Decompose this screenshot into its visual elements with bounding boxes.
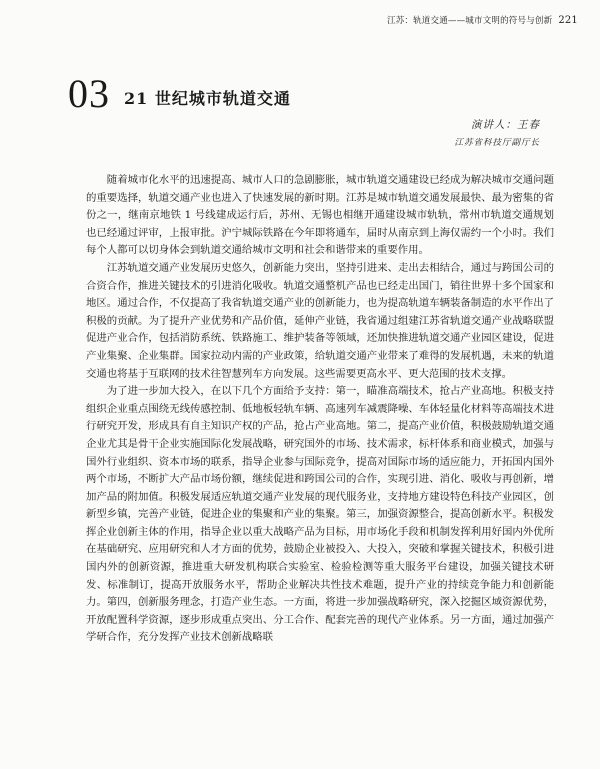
paragraph-2: 江苏轨道交通产业发展历史悠久，创新能力突出，坚持引进来、走出去相结合，通过与跨国公司的合资合作，推进关键技术的引进消化吸收。轨道交通整机产品也已经走出国门，销往世界十多个国家和地区。通过合作，不仅提高了我省轨道交通产业的创新能力，也为提高轨道车辆装备制造的水平作出了积极的贡献。为了提升产业优势和产品价值，延伸产业链，我省通过组建江苏省轨道交通产业战略联盟促进产业合作，包括消防系统、铁路施工、维护装备等领域，还加快推进轨道交通产业园区建设，促进产业集聚、企业集群。国家拉动内需的产业政策，给轨道交通产业带来了难得的发展机遇，未来的轨道交通也将基于互联网的技术往智慧列车方向发展。这些需要更高水平、更大范围的技术支撑。: [86, 261, 554, 380]
paragraph-1: 随着城市化水平的迅速提高、城市人口的急剧膨胀，城市轨道交通建设已经成为解决城市交通问题的重要选择，轨道交通产业也进入了快速发展的新时期。江苏是城市轨道交通发展最快、最为密集的省份之一，继南京地铁 1 号线建成运行后，苏州、无锡也相继开通建设城市轨轨，常州市轨道交通规划也已经通过评审，上报审批。沪宁城际铁路在今年即将通车，届时从南京到上海仅需约一个小时。我们每个人都可以切身体会到轨道交通给城市文明和社会和谐带来的重要作用。: [86, 174, 554, 257]
article-body: [86, 172, 554, 647]
chapter-number: 03: [68, 71, 110, 116]
running-head: [387, 14, 578, 26]
chapter-heading: [68, 71, 291, 116]
running-head-title: 江苏：轨道交通——城市文明的符号与创新: [387, 16, 553, 26]
speaker-affiliation: 江苏省科技厅副厅长: [454, 138, 540, 148]
paragraph-3: 为了进一步加大投入，在以下几个方面给予支持：第一，瞄准高端技术，抢占产业高地。积极支持组织企业重点围绕无线传感控制、低地板轻轨车辆、高速列车减震降噪、车体轻量化材料等高端技术进行研究开发，形成具有自主知识产权的产品，抢占产业高地。第二，提高产业价值，积极鼓励轨道交通企业尤其是骨干企业实施国际化发展战略，研究国外的市场、技术需求，标杆体系和商业模式，加强与国外行业组织、资本市场的联系，指导企业参与国际竞争，提高对国际市场的适应能力，开拓国内国外两个市场，不断扩大产品市场份额，继续促进和跨国公司的合作，实现引进、消化、吸收与再创新，增加产品的附加值。积极发展适应轨道交通产业发展的现代服务业，支持地方建设特色科技产业园区，创新型乡镇，完善产业链，促进企业的集聚和产业的集聚。第三，加强资源整合，提高创新水平。积极发挥企业创新主体的作用，指导企业以重大战略产品为目标，用市场化手段和机制发挥利用好国内外优所在基础研究、应用研究和人才方面的优势，鼓励企业被投入、大投入，突破和掌握关键技术，积极引进国内外的创新资源，推进重大研发机构联合实验室、检验检测等重大服务平台建设，加强关键技术研发、标准制订，提高开放服务水平，帮助企业解决共性技术难题，提升产业的持续竞争能力和创新能力。第四，创新服务理念，打造产业生态。一方面，将进一步加强战略研究，深入挖掘区域资源优势，开放配置科学资源，逐步形成重点突出、分工合作、配套完善的现代产业体系。另一方面，通过加强产学研合作，充分发挥产业技术创新战略联: [86, 385, 554, 644]
page-number: 221: [558, 15, 578, 26]
speaker-line: 演讲人：王春: [471, 119, 540, 131]
chapter-title: 21 世纪城市轨道交通: [124, 89, 291, 108]
